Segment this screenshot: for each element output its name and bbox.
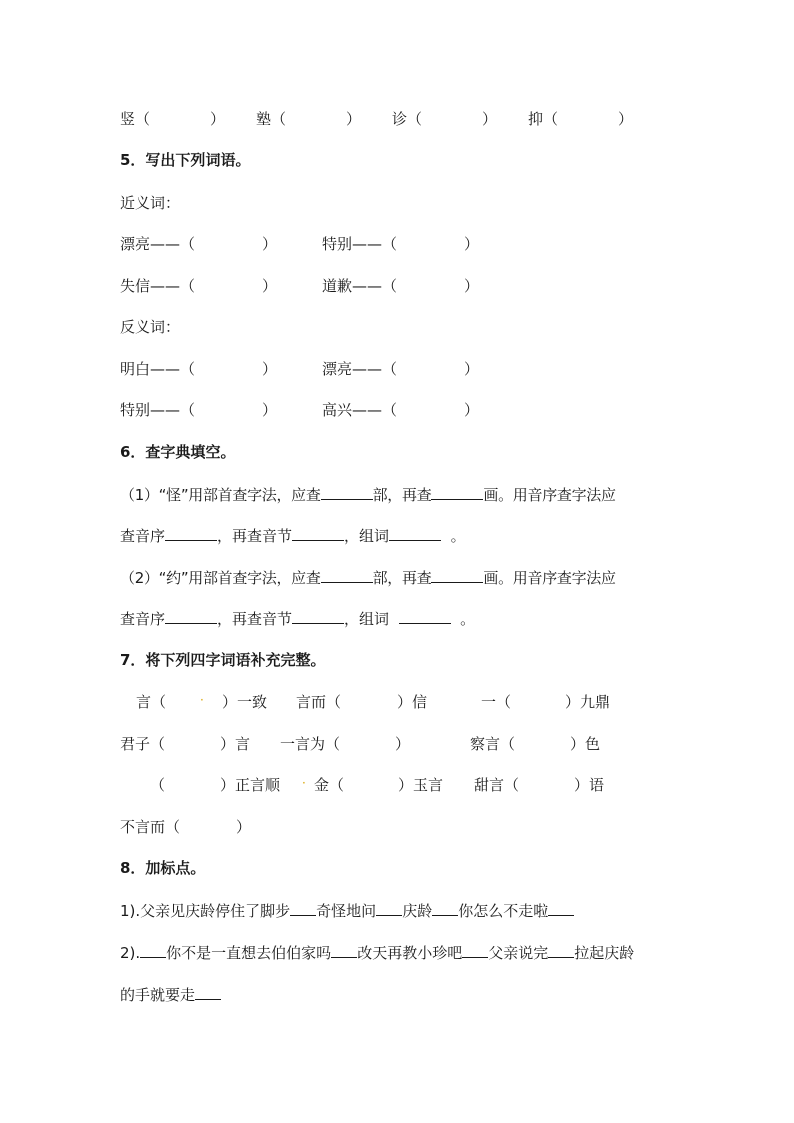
idiom-7-post: ）正言顺 <box>220 776 281 794</box>
q4-char: 抑 <box>528 110 544 128</box>
antonym-3-close: ） <box>262 401 278 419</box>
q4-item-1 <box>120 109 150 129</box>
q6-item2-line1 <box>120 567 616 588</box>
q4-close-3: ） <box>482 110 498 128</box>
idiom-5-post: ） <box>395 735 411 753</box>
antonym-2: 漂亮——（ <box>322 360 398 378</box>
q8-text: 拉起庆龄 <box>574 944 635 962</box>
answer-blank[interactable] <box>431 567 483 583</box>
q8-text: 2). <box>120 944 141 962</box>
synonym-4-close: ） <box>464 277 480 295</box>
idiom-4-post: ）言 <box>220 735 251 753</box>
answer-blank[interactable] <box>321 484 373 500</box>
q6-item1-line1 <box>120 484 616 505</box>
q4-item-2 <box>256 109 286 129</box>
idiom-6-post: ）色 <box>570 735 601 753</box>
q6-text: 部，再查 <box>372 486 432 504</box>
q4-item-3 <box>392 109 422 129</box>
q7-title: 7．将下列四字词语补充完整。 <box>120 651 326 669</box>
punctuation-blank[interactable] <box>140 942 166 958</box>
punctuation-blank[interactable] <box>290 900 316 916</box>
idiom-7-pre: （ <box>150 776 166 794</box>
synonym-label: 近义词： <box>120 194 181 212</box>
stray-dot: · <box>200 693 204 707</box>
synonym-3-close: ） <box>262 277 278 295</box>
answer-blank[interactable] <box>292 525 344 541</box>
idiom-5-pre: 一言为（ <box>280 735 341 753</box>
idiom-4-pre: 君子（ <box>120 735 166 753</box>
paren-open: （ <box>543 110 559 128</box>
answer-blank[interactable] <box>431 484 483 500</box>
q6-text: 。 <box>450 527 466 545</box>
idiom-8-pre: 金（ <box>314 776 345 794</box>
antonym-4-close: ） <box>464 401 480 419</box>
antonym-3: 特别——（ <box>120 401 196 419</box>
q4-item-4 <box>528 109 558 129</box>
answer-blank[interactable] <box>399 608 451 624</box>
q4-close-4: ） <box>618 110 634 128</box>
q6-text: ，再查音节 <box>217 610 293 628</box>
q8-text: 你怎么不走啦 <box>458 902 549 920</box>
paren-open: （ <box>407 110 423 128</box>
punctuation-blank[interactable] <box>195 984 221 1000</box>
antonym-1: 明白——（ <box>120 360 196 378</box>
q8-sentence-2 <box>120 942 634 963</box>
q6-text: （2）“约”用部首查字法，应查 <box>120 569 321 587</box>
punctuation-blank[interactable] <box>432 900 458 916</box>
idiom-10-post: ） <box>236 818 252 836</box>
q4-char: 塾 <box>256 110 272 128</box>
idiom-2-post: ）信 <box>397 693 428 711</box>
punctuation-blank[interactable] <box>331 942 357 958</box>
synonym-1: 漂亮——（ <box>120 235 196 253</box>
q8-sentence-1 <box>120 900 574 921</box>
antonym-1-close: ） <box>262 360 278 378</box>
answer-blank[interactable] <box>165 608 217 624</box>
q5-title: 5．写出下列词语。 <box>120 151 251 169</box>
q8-text: 庆龄 <box>402 902 433 920</box>
q4-char: 诊 <box>392 110 408 128</box>
q8-text: 1).父亲见庆龄停住了脚步 <box>120 902 291 920</box>
q8-text: 父亲说完 <box>488 944 549 962</box>
synonym-4: 道歉——（ <box>322 277 398 295</box>
answer-blank[interactable] <box>165 525 217 541</box>
q6-item2-line2 <box>120 608 475 629</box>
answer-blank[interactable] <box>321 567 373 583</box>
idiom-3-post: ）九鼎 <box>565 693 611 711</box>
q6-text: ，再查音节 <box>217 527 293 545</box>
idiom-1-post: ）一致 <box>222 693 268 711</box>
idiom-10-pre: 不言而（ <box>120 818 181 836</box>
q8-text: 你不是一直想去伯伯家吗 <box>166 944 332 962</box>
q6-title: 6．查字典填空。 <box>120 443 236 461</box>
idiom-6-pre: 察言（ <box>470 735 516 753</box>
idiom-8-post: ）玉言 <box>398 776 444 794</box>
q6-text: 查音序 <box>120 527 166 545</box>
q6-text: 画。用音序查字法应 <box>483 486 616 504</box>
q6-text: （1）“怪”用部首查字法，应查 <box>120 486 321 504</box>
antonym-4: 高兴——（ <box>322 401 398 419</box>
synonym-3: 失信——（ <box>120 277 196 295</box>
punctuation-blank[interactable] <box>548 942 574 958</box>
q8-sentence-2-cont <box>120 984 221 1005</box>
q6-item1-line2 <box>120 525 466 546</box>
punctuation-blank[interactable] <box>376 900 402 916</box>
q6-text: 查音序 <box>120 610 166 628</box>
idiom-3-pre: 一（ <box>481 693 512 711</box>
paren-open: （ <box>271 110 287 128</box>
q4-char: 竖 <box>120 110 136 128</box>
q8-text: 改天再教小珍吧 <box>357 944 463 962</box>
synonym-2-close: ） <box>464 235 480 253</box>
idiom-2-pre: 言而（ <box>296 693 342 711</box>
synonym-1-close: ） <box>262 235 278 253</box>
stray-dot: · <box>302 776 306 790</box>
q6-text: ，组词 <box>344 527 390 545</box>
idiom-9-pre: 甜言（ <box>474 776 520 794</box>
q8-text: 的手就要走 <box>120 986 196 1004</box>
answer-blank[interactable] <box>389 525 441 541</box>
q8-title: 8．加标点。 <box>120 859 206 877</box>
answer-blank[interactable] <box>292 608 344 624</box>
idiom-9-post: ）语 <box>574 776 605 794</box>
idiom-1-pre: 言（ <box>136 693 167 711</box>
q6-text: ，组词 <box>344 610 390 628</box>
paren-open: （ <box>135 110 151 128</box>
punctuation-blank[interactable] <box>462 942 488 958</box>
q6-text: 。 <box>460 610 476 628</box>
q4-close-2: ） <box>346 110 362 128</box>
q6-text: 部，再查 <box>372 569 432 587</box>
antonym-label: 反义词： <box>120 318 181 336</box>
synonym-2: 特别——（ <box>322 235 398 253</box>
punctuation-blank[interactable] <box>548 900 574 916</box>
antonym-2-close: ） <box>464 360 480 378</box>
q6-text: 画。用音序查字法应 <box>483 569 616 587</box>
q8-text: 奇怪地问 <box>316 902 377 920</box>
q4-close-1: ） <box>210 110 226 128</box>
